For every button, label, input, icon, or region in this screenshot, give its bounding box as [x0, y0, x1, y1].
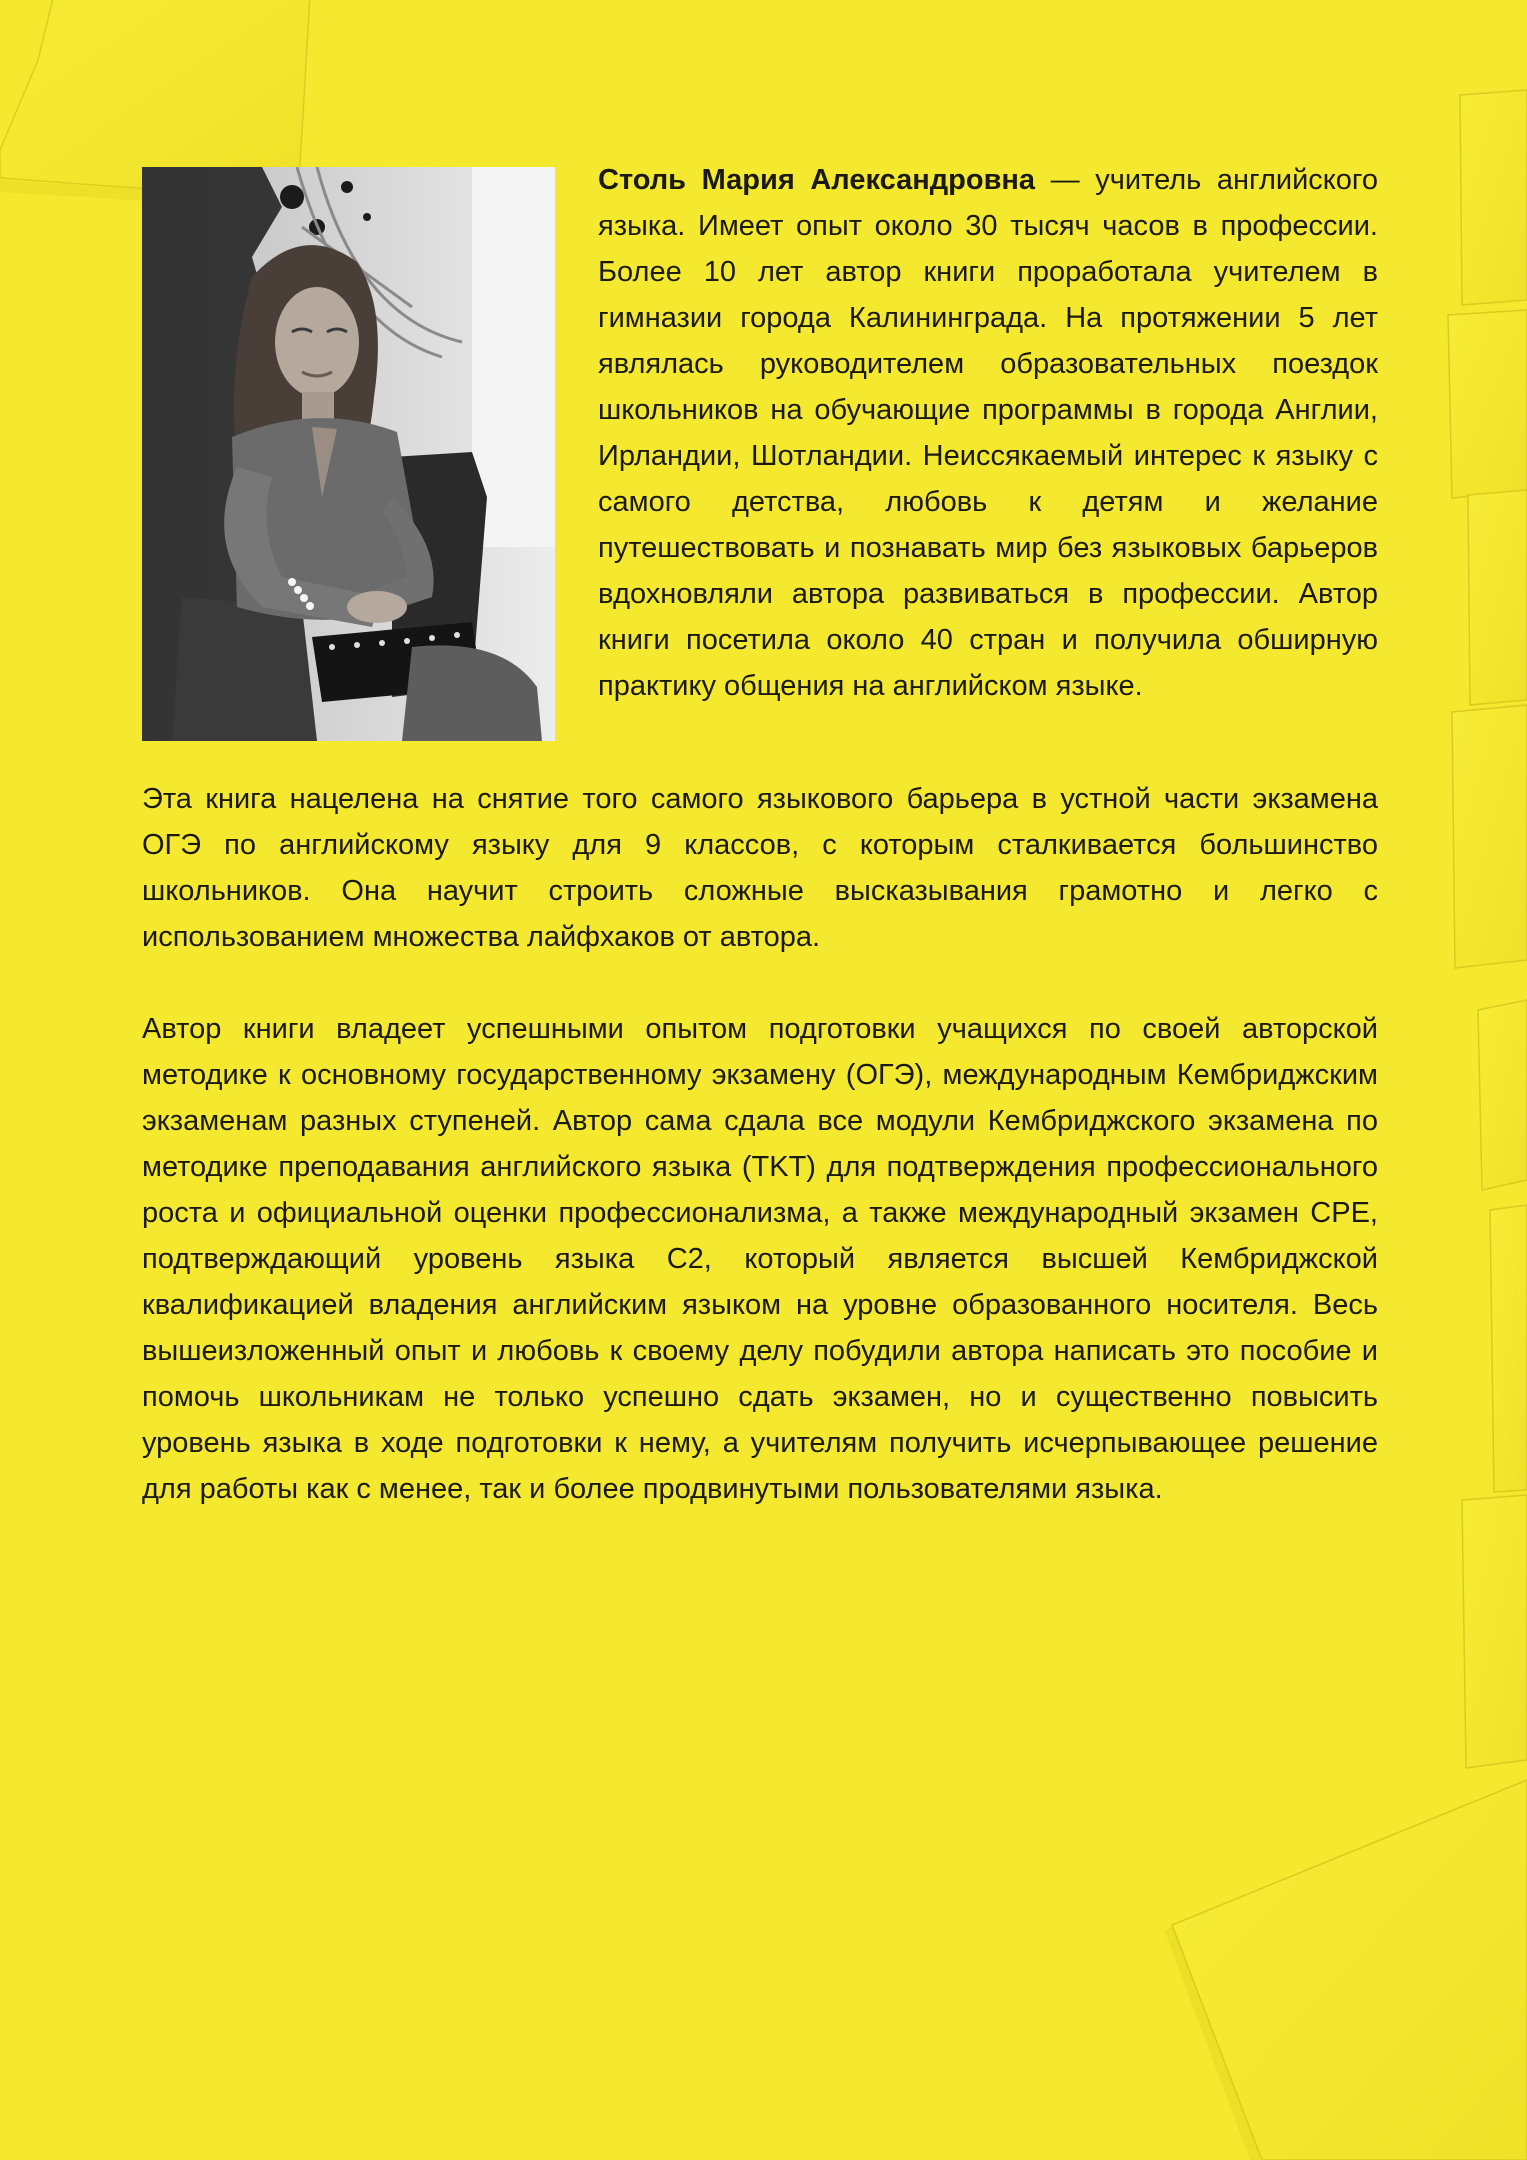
author-experience-paragraph: Автор книги владеет успешными опытом подготовки учащихся по своей авторской методике к основному государственному экзамену (ОГЭ), международным Кембриджским экзаменам разных ступеней. Автор сама сдала все модули Кембриджского экзамена по методике преподавания английского языка (TKT) для подтверждения профессионального роста и официальной оценки профессионализма, а также международный экзамен CPE, подтверждающий уровень языка C2, который является высшей Кембриджской квалификацией владения английским языком на уровне образованного носителя. Весь вышеизложенный опыт и любовь к своему делу побудили автора написать это пособие и помочь школьникам не только успешно сдать экзамен, но и существенно повысить уровень языка в ходе подготовки к нему, а учителям получить исчерпывающее решение для работы как с менее, так и более продвинутыми пользователями языка. — [142, 1013, 1378, 1505]
sticky-note-right-2 — [1448, 310, 1527, 498]
author-name: Столь Мария Александровна — [598, 164, 1036, 196]
author-bio — [598, 157, 1378, 709]
sticky-note-bottom-right — [1172, 1780, 1527, 2160]
sticky-note-right-7 — [1462, 1495, 1527, 1768]
sticky-note-right-6 — [1490, 1205, 1527, 1492]
sticky-note-right-1 — [1460, 90, 1527, 305]
author-bio-text: — учитель английского языка. Имеет опыт около 30 тысяч часов в профессии. Более 10 лет автор книги проработала учителем в гимназии города Калининграда. На протяжении 5 лет являлась руководителем образовательных поездок школьников на обучающие программы в города Англии, Ирландии, Шотландии. Неиссякаемый интерес к языку с самого детства, любовь к детям и желание путешествовать и познавать мир без языковых барьеров вдохновляли автора развиваться в профессии. Автор книги посетила около 40 стран и получила обширную практику общения на английском языке. — [598, 164, 1378, 702]
book-description-paragraph: Эта книга нацелена на снятие того самого языкового барьера в устной части экзамена ОГЭ по английскому языку для 9 классов, с которым сталкивается большинство школьников. Она научит строить сложные высказывания грамотно и легко с использованием множества лайфхаков от автора. — [142, 783, 1378, 953]
author-photo — [142, 167, 555, 741]
sticky-note-right-5 — [1478, 1000, 1527, 1190]
sticky-note-right-3 — [1468, 490, 1527, 705]
sticky-note-right-4 — [1452, 705, 1527, 968]
